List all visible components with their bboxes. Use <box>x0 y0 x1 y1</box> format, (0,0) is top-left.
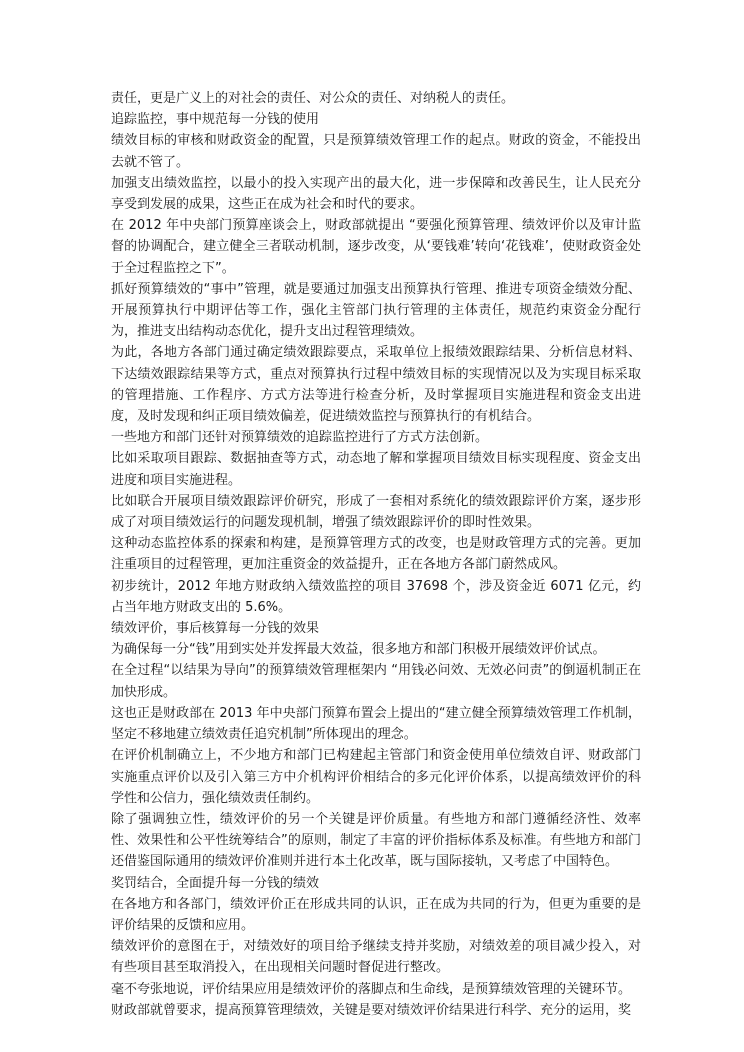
paragraph: 责任，更是广义上的对社会的责任、对公众的责任、对纳税人的责任。 <box>111 91 515 106</box>
paragraph: 绩效目标的审核和财政资金的配置，只是预算绩效管理工作的起点。财政的资金，不能投出去就不管了。 <box>111 133 641 170</box>
section-heading: 奖罚结合，全面提升每一分钱的绩效 <box>111 875 320 891</box>
paragraph: 在评价机制确立上，不少地方和部门已构建起主管部门和资金使用单位绩效自评、财政部门实施重点评价以及引入第三方中介机构评价相结合的多元化评价体系，以提高绩效评价的科学性和公信力，强化绩效责任制约。 <box>111 748 641 806</box>
paragraph: 财政部就曾要求，提高预算管理绩效，关键是要对绩效评价结果进行科学、充分的运用，奖 <box>111 1002 632 1018</box>
section-heading: 追踪监控，事中规范每一分钱的使用 <box>111 112 320 128</box>
paragraph: 一些地方和部门还针对预算绩效的追踪监控进行了方式方法创新。 <box>111 430 489 446</box>
paragraph: 在全过程“以结果为导向”的预算绩效管理框架内 “用钱必问效、无效必问责”的倒逼机制正在加快形成。 <box>111 663 641 700</box>
paragraph: 除了强调独立性，绩效评价的另一个关键是评价质量。有些地方和部门遵循经济性、效率性、效果性和公平性统筹结合”的原则，制定了丰富的评价指标体系及标准。有些地方和部门还借鉴国际通用的绩效评价准则并进行本土化改革，既与国际接轨，又考虑了中国特色。 <box>111 811 641 870</box>
paragraph: 在各地方和各部门，绩效评价正在形成共同的认识，正在成为共同的行为，但更为重要的是评价结果的反馈和应用。 <box>111 896 641 933</box>
paragraph: 这也正是财政部在 2013 年中央部门预算布置会上提出的“建立健全预算绩效管理工作机制，坚定不移地建立绩效责任追究机制”所体现出的理念。 <box>111 705 641 743</box>
paragraph: 这种动态监控体系的探索和构建，是预算管理方式的改变，也是财政管理方式的完善。更加注重项目的过程管理，更加注重资金的效益提升，正在各地方各部门蔚然成风。 <box>111 536 641 573</box>
section-heading: 绩效评价，事后核算每一分钱的效果 <box>111 621 320 637</box>
paragraph: 加强支出绩效监控，以最小的投入实现产出的最大化，进一步保障和改善民生，让人民充分享受到发展的成果，这些正在成为社会和时代的要求。 <box>111 175 641 213</box>
paragraph: 在 2012 年中央部门预算座谈会上，财政部就提出 “要强化预算管理、绩效评价以及审计监督的协调配合，建立健全三者联动机制，逐步改变，从‘要钱难’转向‘花钱难’，使财政资金处于全过程监控之下”。 <box>111 218 641 276</box>
paragraph: 抓好预算绩效的“事中”管理，就是要通过加强支出预算执行管理、推进专项资金绩效分配、开展预算执行中期评估等工作，强化主管部门执行管理的主体责任，规范约束资金分配行为，推进支出结构动态优化，提升支出过程管理绩效。 <box>111 281 641 340</box>
document-body <box>111 88 641 1021</box>
paragraph: 初步统计，2012 年地方财政纳入绩效监控的项目 37698 个，涉及资金近 6071 亿元，约占当年地方财政支出的 5.6%。 <box>111 578 641 615</box>
paragraph: 绩效评价的意图在于，对绩效好的项目给予继续支持并奖励，对绩效差的项目减少投入，对有些项目甚至取消投入，在出现相关问题时督促进行整改。 <box>111 939 641 976</box>
paragraph: 比如采取项目跟踪、数据抽查等方式，动态地了解和掌握项目绩效目标实现程度、资金支出进度和项目实施进程。 <box>111 451 641 488</box>
paragraph: 毫不夸张地说，评价结果应用是绩效评价的落脚点和生命线，是预算绩效管理的关键环节。 <box>111 981 632 997</box>
paragraph: 为确保每一分“钱”用到实处并发挥最大效益，很多地方和部门积极开展绩效评价试点。 <box>111 642 606 658</box>
paragraph: 比如联合开展项目绩效跟踪评价研究，形成了一套相对系统化的绩效跟踪评价方案，逐步形成了对项目绩效运行的问题发现机制，增强了绩效跟踪评价的即时性效果。 <box>111 493 641 531</box>
paragraph: 为此，各地方各部门通过确定绩效跟踪要点，采取单位上报绩效跟踪结果、分析信息材料、下达绩效跟踪结果等方式，重点对预算执行过程中绩效目标的实现情况以及为实现目标采取的管理措施、工作程序、方式方法等进行检查分析，及时掌握项目实施进程和资金支出进度，及时发现和纠正项目绩效偏差，促进绩效监控与预算执行的有机结合。 <box>111 345 641 425</box>
